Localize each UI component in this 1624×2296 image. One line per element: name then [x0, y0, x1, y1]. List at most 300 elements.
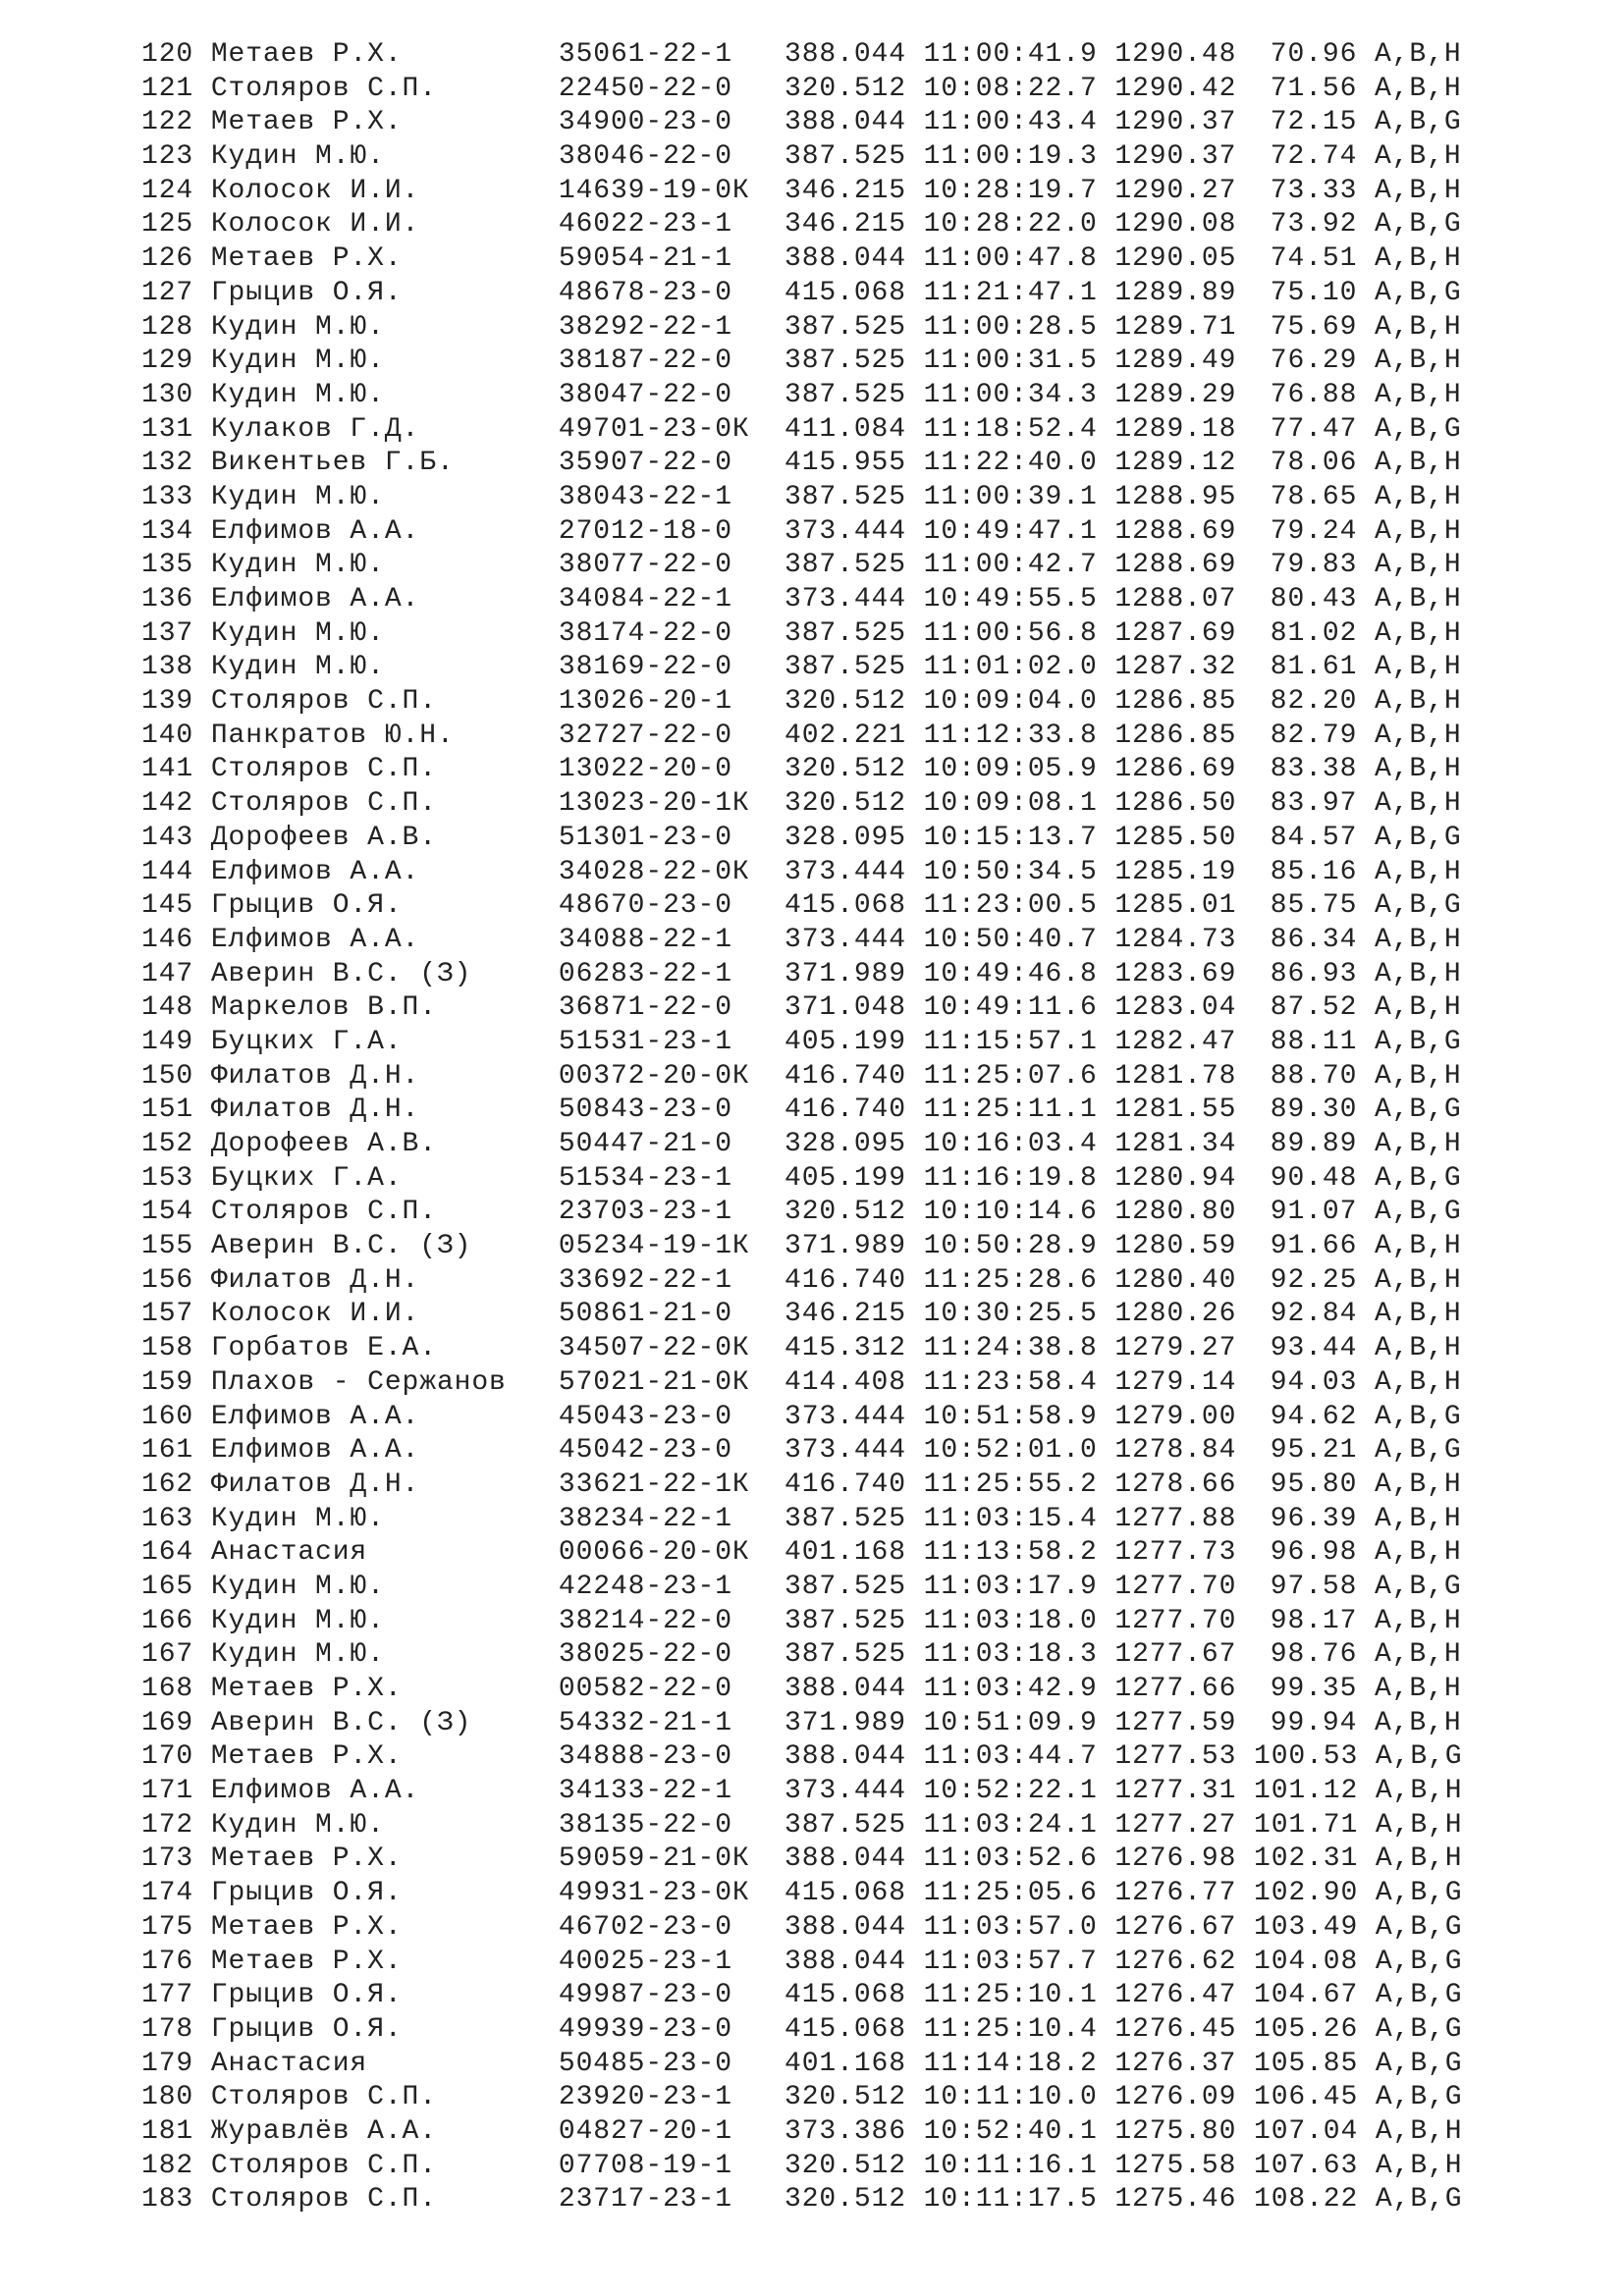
column-gap [906, 823, 924, 853]
column-gap [906, 74, 924, 104]
column-gap [193, 2184, 211, 2215]
column-gap [1098, 1878, 1115, 1908]
cell-time: 10:10:14.6 [923, 1197, 1098, 1228]
table-row [141, 1809, 1462, 1843]
column-gap [906, 243, 924, 274]
column-gap [193, 2049, 211, 2079]
column-gap [906, 1947, 924, 1977]
cell-cat: A,B,H [1375, 992, 1462, 1024]
column-gap [1236, 1674, 1254, 1704]
cell-place: 134 [141, 515, 194, 547]
column-gap [419, 1469, 559, 1500]
column-gap [732, 1674, 785, 1704]
cell-dist: 387.525 [785, 1639, 906, 1671]
cell-dist: 416.740 [785, 1264, 906, 1296]
cell-coef: 73.33 [1270, 175, 1358, 206]
cell-coef: 84.57 [1270, 822, 1358, 853]
cell-cat: A,B,H [1375, 584, 1462, 614]
table-row [141, 583, 1462, 617]
cell-ring: 42248-23-1 [558, 1571, 732, 1602]
cell-speed: 1289.29 [1114, 379, 1237, 410]
column-gap [906, 890, 924, 921]
cell-cat: A,B,H [1375, 141, 1462, 173]
cell-ring: 38174-22-0 [558, 617, 732, 649]
cell-time: 11:03:57.7 [923, 1946, 1098, 1977]
cell-time: 10:16:03.4 [923, 1129, 1098, 1159]
cell-name: Елфимов А.А. [210, 924, 420, 955]
column-gap [1236, 380, 1254, 410]
column-gap [1236, 209, 1254, 240]
table-row [141, 140, 1462, 175]
cell-speed: 1279.27 [1114, 1333, 1237, 1364]
cell-cat: A,B,H [1375, 856, 1462, 887]
column-gap [193, 1163, 211, 1194]
cell-cat: A,B,H [1375, 1366, 1462, 1398]
column-gap [193, 584, 211, 614]
cell-dist: 388.044 [785, 107, 906, 138]
column-gap [750, 857, 785, 887]
column-gap [1098, 1095, 1115, 1125]
cell-cat: A,B,H [1375, 617, 1462, 649]
table-row [141, 1026, 1462, 1060]
cell-time: 11:03:42.9 [923, 1674, 1098, 1704]
cell-place: 182 [141, 2150, 194, 2181]
column-gap [1098, 1469, 1115, 1500]
column-gap [193, 176, 211, 206]
column-gap [385, 312, 559, 343]
cell-speed: 1284.73 [1114, 924, 1237, 955]
column-gap [906, 925, 924, 955]
cell-dist: 320.512 [785, 2082, 906, 2113]
cell-time: 11:00:31.5 [923, 346, 1098, 377]
column-gap [1236, 1027, 1254, 1057]
cell-coef: 85.16 [1270, 856, 1358, 887]
cell-place: 155 [141, 1231, 194, 1262]
cell-coef: 83.97 [1270, 788, 1358, 820]
column-gap [403, 1947, 559, 1977]
column-gap [1098, 1061, 1115, 1092]
column-gap [750, 1061, 785, 1092]
cell-place: 152 [141, 1129, 194, 1159]
column-gap [906, 1367, 924, 1398]
cell-speed: 1288.95 [1114, 481, 1237, 512]
cell-time: 11:23:58.4 [923, 1366, 1098, 1398]
cell-speed: 1288.69 [1114, 515, 1237, 547]
cell-place: 127 [141, 277, 194, 308]
cell-place: 125 [141, 209, 194, 240]
column-gap [193, 1265, 211, 1296]
cell-coef: 103.49 [1254, 1911, 1359, 1943]
column-gap [1098, 1197, 1115, 1227]
table-row [141, 447, 1462, 481]
cell-name: Метаев Р.Х. [210, 1911, 403, 1943]
cell-place: 157 [141, 1299, 194, 1330]
column-gap [1098, 1299, 1115, 1329]
column-gap [193, 788, 211, 819]
cell-ring: 38169-22-0 [558, 652, 732, 683]
column-gap [1357, 1197, 1375, 1227]
cell-ring: 13022-20-0 [558, 754, 732, 785]
cell-time: 10:11:16.1 [923, 2150, 1098, 2181]
cell-name: Грыцив О.Я. [210, 277, 403, 308]
column-gap [193, 1606, 211, 1636]
cell-place: 142 [141, 788, 194, 820]
cell-place: 138 [141, 652, 194, 683]
column-gap [1357, 380, 1375, 410]
cell-cat: A,B,G [1375, 822, 1462, 853]
cell-place: 183 [141, 2184, 194, 2216]
cell-time: 11:23:00.5 [923, 890, 1098, 922]
cell-name: Елфимов А.А. [210, 584, 420, 614]
cell-ring: 38025-22-0 [558, 1639, 732, 1671]
cell-dist: 388.044 [785, 39, 906, 70]
cell-time: 10:49:55.5 [923, 584, 1098, 614]
cell-coef: 77.47 [1270, 413, 1358, 445]
cell-speed: 1290.08 [1114, 209, 1237, 240]
cell-coef: 90.48 [1270, 1162, 1358, 1194]
column-gap [193, 1572, 211, 1602]
table-row [141, 2081, 1462, 2115]
column-gap [1357, 1061, 1375, 1092]
cell-place: 164 [141, 1537, 194, 1569]
column-gap [1357, 788, 1375, 819]
column-gap [193, 959, 211, 989]
column-gap [419, 857, 559, 887]
column-gap [1357, 550, 1375, 580]
cell-dist: 320.512 [785, 2184, 906, 2216]
column-gap [193, 448, 211, 478]
column-gap [1236, 1878, 1254, 1908]
column-gap [732, 652, 785, 682]
column-gap [1236, 39, 1254, 70]
cell-time: 10:49:11.6 [923, 992, 1098, 1024]
cell-time: 11:03:44.7 [923, 1741, 1098, 1773]
cell-coef: 101.12 [1254, 1776, 1359, 1807]
column-gap [385, 380, 559, 410]
column-gap [906, 380, 924, 410]
cell-name: Аверин В.С. (З) [210, 1707, 472, 1738]
column-gap [1357, 857, 1375, 887]
cell-time: 11:13:58.2 [923, 1537, 1098, 1569]
cell-cat: A,B,G [1375, 1878, 1463, 1909]
column-gap [437, 1129, 559, 1159]
column-gap [193, 39, 211, 70]
cell-speed: 1276.47 [1114, 1980, 1237, 2011]
column-gap [906, 2184, 924, 2215]
table-row [141, 617, 1462, 652]
column-gap [750, 176, 785, 206]
cell-coef: 102.90 [1254, 1878, 1359, 1909]
cell-coef: 105.26 [1254, 2013, 1359, 2045]
column-gap [1098, 1265, 1115, 1296]
column-gap [403, 1163, 559, 1194]
column-gap [906, 2049, 924, 2079]
column-gap [1236, 1606, 1254, 1636]
cell-dist: 387.525 [785, 141, 906, 173]
column-gap [1358, 1741, 1376, 1772]
column-gap [193, 209, 211, 240]
cell-cat: A,B,H [1375, 652, 1462, 683]
table-row [141, 106, 1462, 140]
column-gap [906, 1878, 924, 1908]
column-gap [1098, 448, 1115, 478]
column-gap [1098, 1776, 1115, 1806]
cell-dist: 415.068 [785, 2013, 906, 2045]
cell-name: Грыцив О.Я. [210, 890, 403, 922]
column-gap [750, 1469, 785, 1500]
column-gap [1357, 1606, 1375, 1636]
column-gap [193, 1843, 211, 1874]
column-gap [193, 278, 211, 308]
cell-ring: 50485-23-0 [558, 2048, 732, 2079]
table-row [141, 515, 1462, 550]
column-gap [385, 618, 559, 649]
table-row [141, 991, 1462, 1026]
column-gap [732, 1027, 785, 1057]
column-gap [906, 1537, 924, 1568]
column-gap [1357, 925, 1375, 955]
column-gap [750, 1843, 785, 1874]
column-gap [732, 380, 785, 410]
cell-place: 173 [141, 1843, 194, 1875]
column-gap [403, 2014, 559, 2045]
cell-time: 11:03:18.0 [923, 1605, 1098, 1636]
table-row [141, 1401, 1462, 1435]
column-gap [419, 176, 559, 206]
cell-ring: 00582-22-0 [558, 1674, 732, 1704]
column-gap [471, 1708, 559, 1738]
cell-place: 120 [141, 39, 194, 70]
cell-coef: 87.52 [1270, 992, 1358, 1024]
cell-time: 10:09:08.1 [923, 788, 1098, 820]
cell-place: 167 [141, 1639, 194, 1671]
column-gap [1357, 243, 1375, 274]
table-row [141, 413, 1462, 448]
cell-dist: 387.525 [785, 1571, 906, 1602]
column-gap [1357, 1572, 1375, 1602]
column-gap [1236, 959, 1254, 989]
column-gap [906, 686, 924, 717]
cell-time: 10:28:19.7 [923, 175, 1098, 206]
cell-coef: 86.93 [1270, 958, 1358, 989]
cell-ring: 00372-20-0К [558, 1060, 750, 1092]
column-gap [906, 1708, 924, 1738]
cell-name: Кудин М.Ю. [210, 617, 385, 649]
column-gap [193, 1639, 211, 1670]
column-gap [193, 857, 211, 887]
column-gap [1357, 448, 1375, 478]
cell-time: 10:49:47.1 [923, 515, 1098, 547]
column-gap [1236, 448, 1254, 478]
cell-dist: 387.525 [785, 1503, 906, 1534]
cell-speed: 1289.89 [1114, 277, 1237, 308]
cell-cat: A,B,H [1375, 1809, 1463, 1841]
column-gap [906, 1333, 924, 1363]
column-gap [732, 1639, 785, 1670]
column-gap [732, 2151, 785, 2181]
column-gap [732, 1299, 785, 1329]
cell-cat: A,B,G [1375, 1162, 1462, 1194]
cell-speed: 1276.67 [1114, 1911, 1237, 1943]
column-gap [906, 1674, 924, 1704]
cell-name: Дорофеев А.В. [210, 822, 437, 853]
column-gap [1098, 2116, 1115, 2147]
column-gap [1098, 1333, 1115, 1363]
cell-coef: 106.45 [1254, 2082, 1359, 2113]
cell-name: Колосок И.И. [210, 209, 420, 240]
cell-time: 11:25:11.1 [923, 1095, 1098, 1126]
cell-coef: 89.89 [1270, 1129, 1358, 1159]
table-row [141, 1298, 1462, 1332]
table-row [141, 856, 1462, 890]
cell-coef: 83.38 [1270, 754, 1358, 785]
cell-ring: 51534-23-1 [558, 1162, 732, 1194]
cell-cat: A,B,H [1375, 39, 1462, 70]
column-gap [1357, 1402, 1375, 1432]
column-gap [1358, 2014, 1376, 2045]
column-gap [1357, 1469, 1375, 1500]
cell-time: 10:51:58.9 [923, 1401, 1098, 1432]
column-gap [1358, 1843, 1376, 1874]
column-gap [906, 2116, 924, 2147]
column-gap [193, 823, 211, 853]
cell-cat: A,B,H [1375, 1468, 1462, 1500]
column-gap [906, 2151, 924, 2181]
column-gap [193, 1810, 211, 1841]
cell-time: 11:00:43.4 [923, 107, 1098, 138]
cell-name: Кудин М.Ю. [210, 550, 385, 581]
cell-cat: A,B,H [1375, 1231, 1462, 1262]
column-gap [403, 278, 559, 308]
cell-name: Столяров С.П. [210, 2082, 437, 2113]
cell-cat: A,B,H [1375, 515, 1462, 547]
table-row [141, 38, 1462, 73]
cell-place: 156 [141, 1264, 194, 1296]
column-gap [1098, 516, 1115, 547]
cell-speed: 1281.55 [1114, 1095, 1237, 1126]
cell-cat: A,B,G [1375, 2013, 1463, 2045]
table-row [141, 753, 1462, 787]
table-row [141, 1638, 1462, 1673]
column-gap [471, 1231, 559, 1261]
cell-name: Кудин М.Ю. [210, 379, 385, 410]
table-row [141, 1162, 1462, 1197]
column-gap [1236, 1163, 1254, 1194]
column-gap [1236, 1741, 1254, 1772]
cell-time: 10:51:09.9 [923, 1707, 1098, 1738]
table-row [141, 1979, 1462, 2013]
cell-speed: 1278.84 [1114, 1435, 1237, 1467]
cell-cat: A,B,H [1375, 2115, 1463, 2147]
cell-place: 154 [141, 1197, 194, 1228]
cell-place: 175 [141, 1911, 194, 1943]
column-gap [1236, 1980, 1254, 2010]
column-gap [1098, 1129, 1115, 1159]
column-gap [732, 1095, 785, 1125]
column-gap [1358, 1947, 1376, 1977]
cell-ring: 45042-23-0 [558, 1435, 732, 1467]
column-gap [1236, 141, 1254, 172]
cell-dist: 387.525 [785, 311, 906, 343]
column-gap [403, 243, 559, 274]
cell-time: 10:52:40.1 [923, 2115, 1098, 2147]
column-gap [1098, 890, 1115, 921]
cell-speed: 1286.50 [1114, 788, 1237, 820]
cell-dist: 401.168 [785, 1537, 906, 1569]
column-gap [1236, 107, 1254, 137]
cell-speed: 1290.48 [1114, 39, 1237, 70]
cell-time: 11:00:19.3 [923, 141, 1098, 173]
table-row [141, 1536, 1462, 1571]
cell-dist: 415.312 [785, 1333, 906, 1364]
column-gap [1098, 2082, 1115, 2112]
column-gap [906, 959, 924, 989]
column-gap [1357, 823, 1375, 853]
column-gap [906, 1912, 924, 1943]
column-gap [906, 721, 924, 751]
column-gap [732, 243, 785, 274]
cell-coef: 92.84 [1270, 1299, 1358, 1330]
column-gap [1357, 1231, 1375, 1261]
column-gap [732, 1435, 785, 1466]
column-gap [385, 550, 559, 580]
column-gap [1236, 992, 1254, 1023]
table-row [141, 1332, 1462, 1366]
column-gap [385, 652, 559, 682]
column-gap [732, 1265, 785, 1296]
cell-place: 180 [141, 2082, 194, 2113]
column-gap [732, 482, 785, 512]
cell-coef: 95.21 [1270, 1435, 1358, 1467]
table-row [141, 242, 1462, 277]
column-gap [906, 278, 924, 308]
column-gap [1236, 346, 1254, 376]
cell-speed: 1290.37 [1114, 107, 1237, 138]
column-gap [1358, 1776, 1376, 1806]
column-gap [732, 992, 785, 1023]
cell-speed: 1282.47 [1114, 1026, 1237, 1057]
column-gap [1098, 2014, 1115, 2045]
column-gap [1357, 1367, 1375, 1398]
cell-coef: 82.79 [1270, 720, 1358, 751]
cell-coef: 96.98 [1270, 1537, 1358, 1569]
cell-name: Кудин М.Ю. [210, 346, 385, 377]
cell-speed: 1276.62 [1114, 1946, 1237, 1977]
column-gap [193, 1299, 211, 1329]
cell-ring: 04827-20-1 [558, 2115, 732, 2147]
table-row [141, 175, 1462, 209]
cell-coef: 91.07 [1270, 1197, 1358, 1228]
cell-dist: 416.740 [785, 1095, 906, 1126]
column-gap [385, 1810, 559, 1841]
cell-name: Плахов - Сержанов [210, 1366, 507, 1398]
cell-speed: 1286.69 [1114, 754, 1237, 785]
cell-ring: 23703-23-1 [558, 1197, 732, 1228]
cell-coef: 104.08 [1254, 1946, 1359, 1977]
column-gap [437, 2184, 559, 2215]
table-row [141, 1740, 1462, 1775]
cell-dist: 373.444 [785, 584, 906, 614]
column-gap [193, 1469, 211, 1500]
cell-cat: A,B,G [1375, 1401, 1462, 1432]
table-row [141, 1366, 1462, 1401]
cell-speed: 1285.50 [1114, 822, 1237, 853]
column-gap [732, 74, 785, 104]
table-row [141, 958, 1462, 992]
column-gap [437, 2082, 559, 2112]
cell-place: 144 [141, 856, 194, 887]
cell-dist: 373.386 [785, 2115, 906, 2147]
